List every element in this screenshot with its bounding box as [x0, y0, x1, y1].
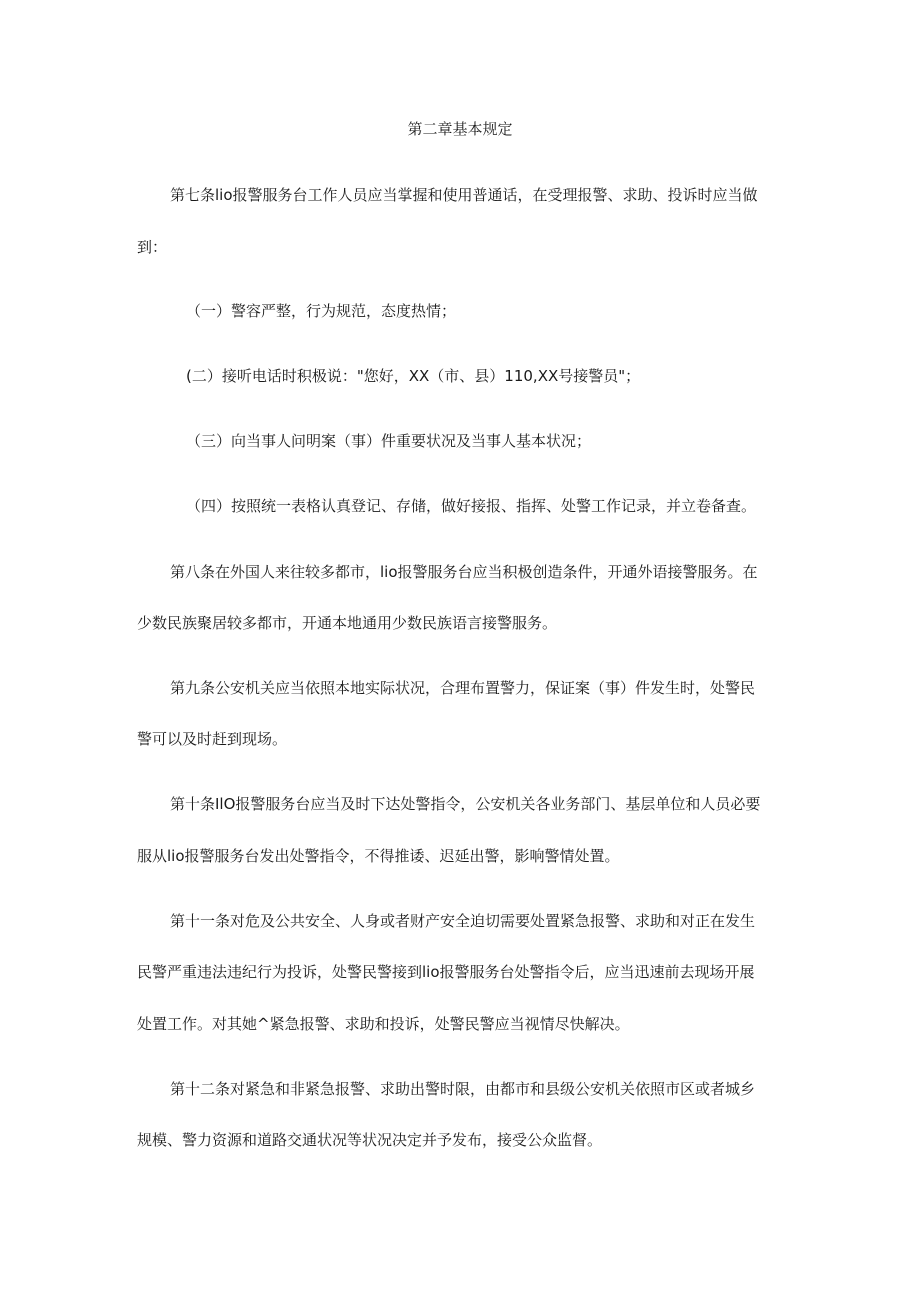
article-10-line-2: 服从lio报警服务台发出处警指令，不得推诿、迟延出警，影响警情处置。	[137, 847, 620, 865]
article-8-line-2: 少数民族聚居较多都市，开通本地通用少数民族语言接警服务。	[137, 614, 558, 632]
article-11-line-3: 处置工作。对其她^紧急报警、求助和投诉，处警民警应当视情尽快解决。	[137, 1015, 630, 1033]
article-7-item-1: （一）警容严整，行为规范，态度热情；	[186, 302, 457, 320]
article-10-line-1: 第十条IlO报警服务台应当及时下达处警指令，公安机关各业务部门、基层单位和人员必要	[170, 795, 761, 813]
article-12-line-2: 规模、警力资源和道路交通状况等状况决定并予发布，接受公众监督。	[137, 1131, 603, 1149]
article-7-line-1: 第七条lio报警服务台工作人员应当掌握和使用普通话，在受理报警、求助、投诉时应当做	[170, 186, 758, 204]
article-9-line-2: 警可以及时赶到现场。	[137, 730, 288, 748]
article-11-line-1: 第十一条对危及公共安全、人身或者财产安全迫切需要处置紧急报警、求助和对正在发生	[170, 912, 756, 930]
article-7-line-2: 到：	[137, 238, 168, 256]
article-8-line-1: 第八条在外国人来往较多都市，lio报警服务台应当积极创造条件，开通外语接警服务。在	[170, 563, 758, 581]
article-9-line-1: 第九条公安机关应当依照本地实际状况，合理布置警力，保证案（事）件发生时，处警民	[170, 679, 756, 697]
article-7-item-3: （三）向当事人问明案（事）件重要状况及当事人基本状况；	[186, 432, 592, 450]
article-12-line-1: 第十二条对紧急和非紧急报警、求助出警时限，由都市和县级公安机关依照市区或者城乡	[170, 1080, 756, 1098]
article-11-line-2: 民警严重违法违纪行为投诉，处警民警接到lio报警服务台处警指令后，应当迅速前去现场开展	[137, 963, 755, 981]
chapter-title: 第二章基本规定	[407, 120, 513, 138]
article-7-item-2: (二）接听电话时积极说："您好，XX（市、县）110,XX号接警员"；	[186, 367, 641, 385]
article-7-item-4: （四）按照统一表格认真登记、存储，做好接报、指挥、处警工作记录，并立卷备查。	[186, 497, 757, 515]
